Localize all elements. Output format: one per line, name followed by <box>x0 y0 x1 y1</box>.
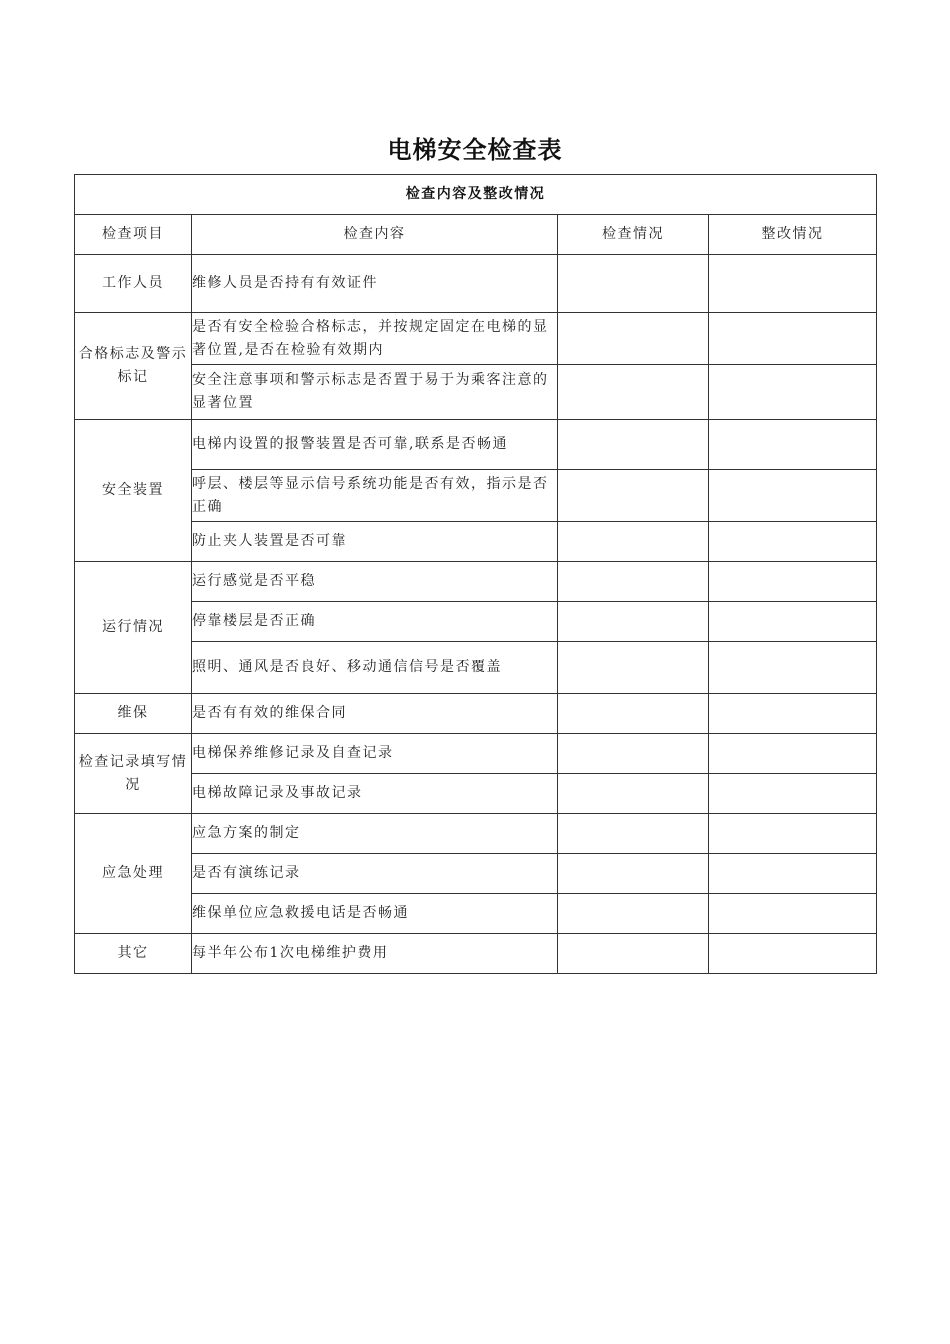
inspection-cell[interactable] <box>558 734 709 774</box>
inspection-cell[interactable] <box>558 814 709 854</box>
inspection-cell[interactable] <box>558 854 709 894</box>
inspection-cell[interactable] <box>558 934 709 974</box>
rectification-cell[interactable] <box>709 420 877 470</box>
rectification-cell[interactable] <box>709 694 877 734</box>
table-row <box>75 894 877 934</box>
table-row <box>75 313 877 365</box>
rectification-cell[interactable] <box>709 734 877 774</box>
rectification-cell[interactable] <box>709 642 877 694</box>
content-cell: 每半年公布1次电梯维护费用 <box>192 934 558 974</box>
content-cell: 维修人员是否持有有效证件 <box>192 255 558 313</box>
column-header-item: 检查项目 <box>75 215 192 255</box>
table-row <box>75 365 877 420</box>
inspection-cell[interactable] <box>558 420 709 470</box>
inspection-cell[interactable] <box>558 894 709 934</box>
inspection-cell[interactable] <box>558 470 709 522</box>
rectification-cell[interactable] <box>709 562 877 602</box>
rectification-cell[interactable] <box>709 602 877 642</box>
column-header-inspection: 检查情况 <box>558 215 709 255</box>
inspection-cell[interactable] <box>558 774 709 814</box>
rectification-cell[interactable] <box>709 774 877 814</box>
content-cell: 是否有演练记录 <box>192 854 558 894</box>
category-cell: 维保 <box>75 694 192 734</box>
table-row <box>75 602 877 642</box>
table-row <box>75 774 877 814</box>
column-header-row <box>75 215 877 255</box>
column-header-content: 检查内容 <box>192 215 558 255</box>
content-cell: 应急方案的制定 <box>192 814 558 854</box>
table-row <box>75 562 877 602</box>
table-row <box>75 470 877 522</box>
content-cell: 电梯保养维修记录及自查记录 <box>192 734 558 774</box>
table-row <box>75 642 877 694</box>
rectification-cell[interactable] <box>709 313 877 365</box>
inspection-table <box>74 174 877 974</box>
table-row <box>75 854 877 894</box>
inspection-cell[interactable] <box>558 694 709 734</box>
category-cell: 工作人员 <box>75 255 192 313</box>
category-cell: 运行情况 <box>75 562 192 694</box>
table-row <box>75 734 877 774</box>
rectification-cell[interactable] <box>709 522 877 562</box>
content-cell: 呼层、楼层等显示信号系统功能是否有效，指示是否正确 <box>192 470 558 522</box>
table-row <box>75 694 877 734</box>
rectification-cell[interactable] <box>709 854 877 894</box>
inspection-cell[interactable] <box>558 642 709 694</box>
inspection-cell[interactable] <box>558 602 709 642</box>
section-header: 检查内容及整改情况 <box>75 175 877 215</box>
table-row <box>75 814 877 854</box>
rectification-cell[interactable] <box>709 365 877 420</box>
inspection-cell[interactable] <box>558 255 709 313</box>
content-cell: 电梯故障记录及事故记录 <box>192 774 558 814</box>
category-cell: 安全装置 <box>75 420 192 562</box>
rectification-cell[interactable] <box>709 894 877 934</box>
content-cell: 电梯内设置的报警装置是否可靠,联系是否畅通 <box>192 420 558 470</box>
content-cell: 是否有有效的维保合同 <box>192 694 558 734</box>
content-cell: 维保单位应急救援电话是否畅通 <box>192 894 558 934</box>
table-row <box>75 522 877 562</box>
content-cell: 防止夹人装置是否可靠 <box>192 522 558 562</box>
table-row <box>75 255 877 313</box>
category-cell: 检查记录填写情况 <box>75 734 192 814</box>
inspection-cell[interactable] <box>558 365 709 420</box>
category-cell: 其它 <box>75 934 192 974</box>
table-row <box>75 420 877 470</box>
rectification-cell[interactable] <box>709 470 877 522</box>
content-cell: 停靠楼层是否正确 <box>192 602 558 642</box>
content-cell: 是否有安全检验合格标志，并按规定固定在电梯的显著位置,是否在检验有效期内 <box>192 313 558 365</box>
category-cell: 合格标志及警示标记 <box>75 313 192 420</box>
rectification-cell[interactable] <box>709 255 877 313</box>
inspection-cell[interactable] <box>558 522 709 562</box>
column-header-rectification: 整改情况 <box>709 215 877 255</box>
rectification-cell[interactable] <box>709 814 877 854</box>
rectification-cell[interactable] <box>709 934 877 974</box>
inspection-cell[interactable] <box>558 313 709 365</box>
page-title: 电梯安全检查表 <box>387 136 563 164</box>
content-cell: 安全注意事项和警示标志是否置于易于为乘客注意的显著位置 <box>192 365 558 420</box>
table-row <box>75 934 877 974</box>
content-cell: 照明、通风是否良好、移动通信信号是否覆盖 <box>192 642 558 694</box>
inspection-cell[interactable] <box>558 562 709 602</box>
section-header-row <box>75 175 877 215</box>
content-cell: 运行感觉是否平稳 <box>192 562 558 602</box>
category-cell: 应急处理 <box>75 814 192 934</box>
